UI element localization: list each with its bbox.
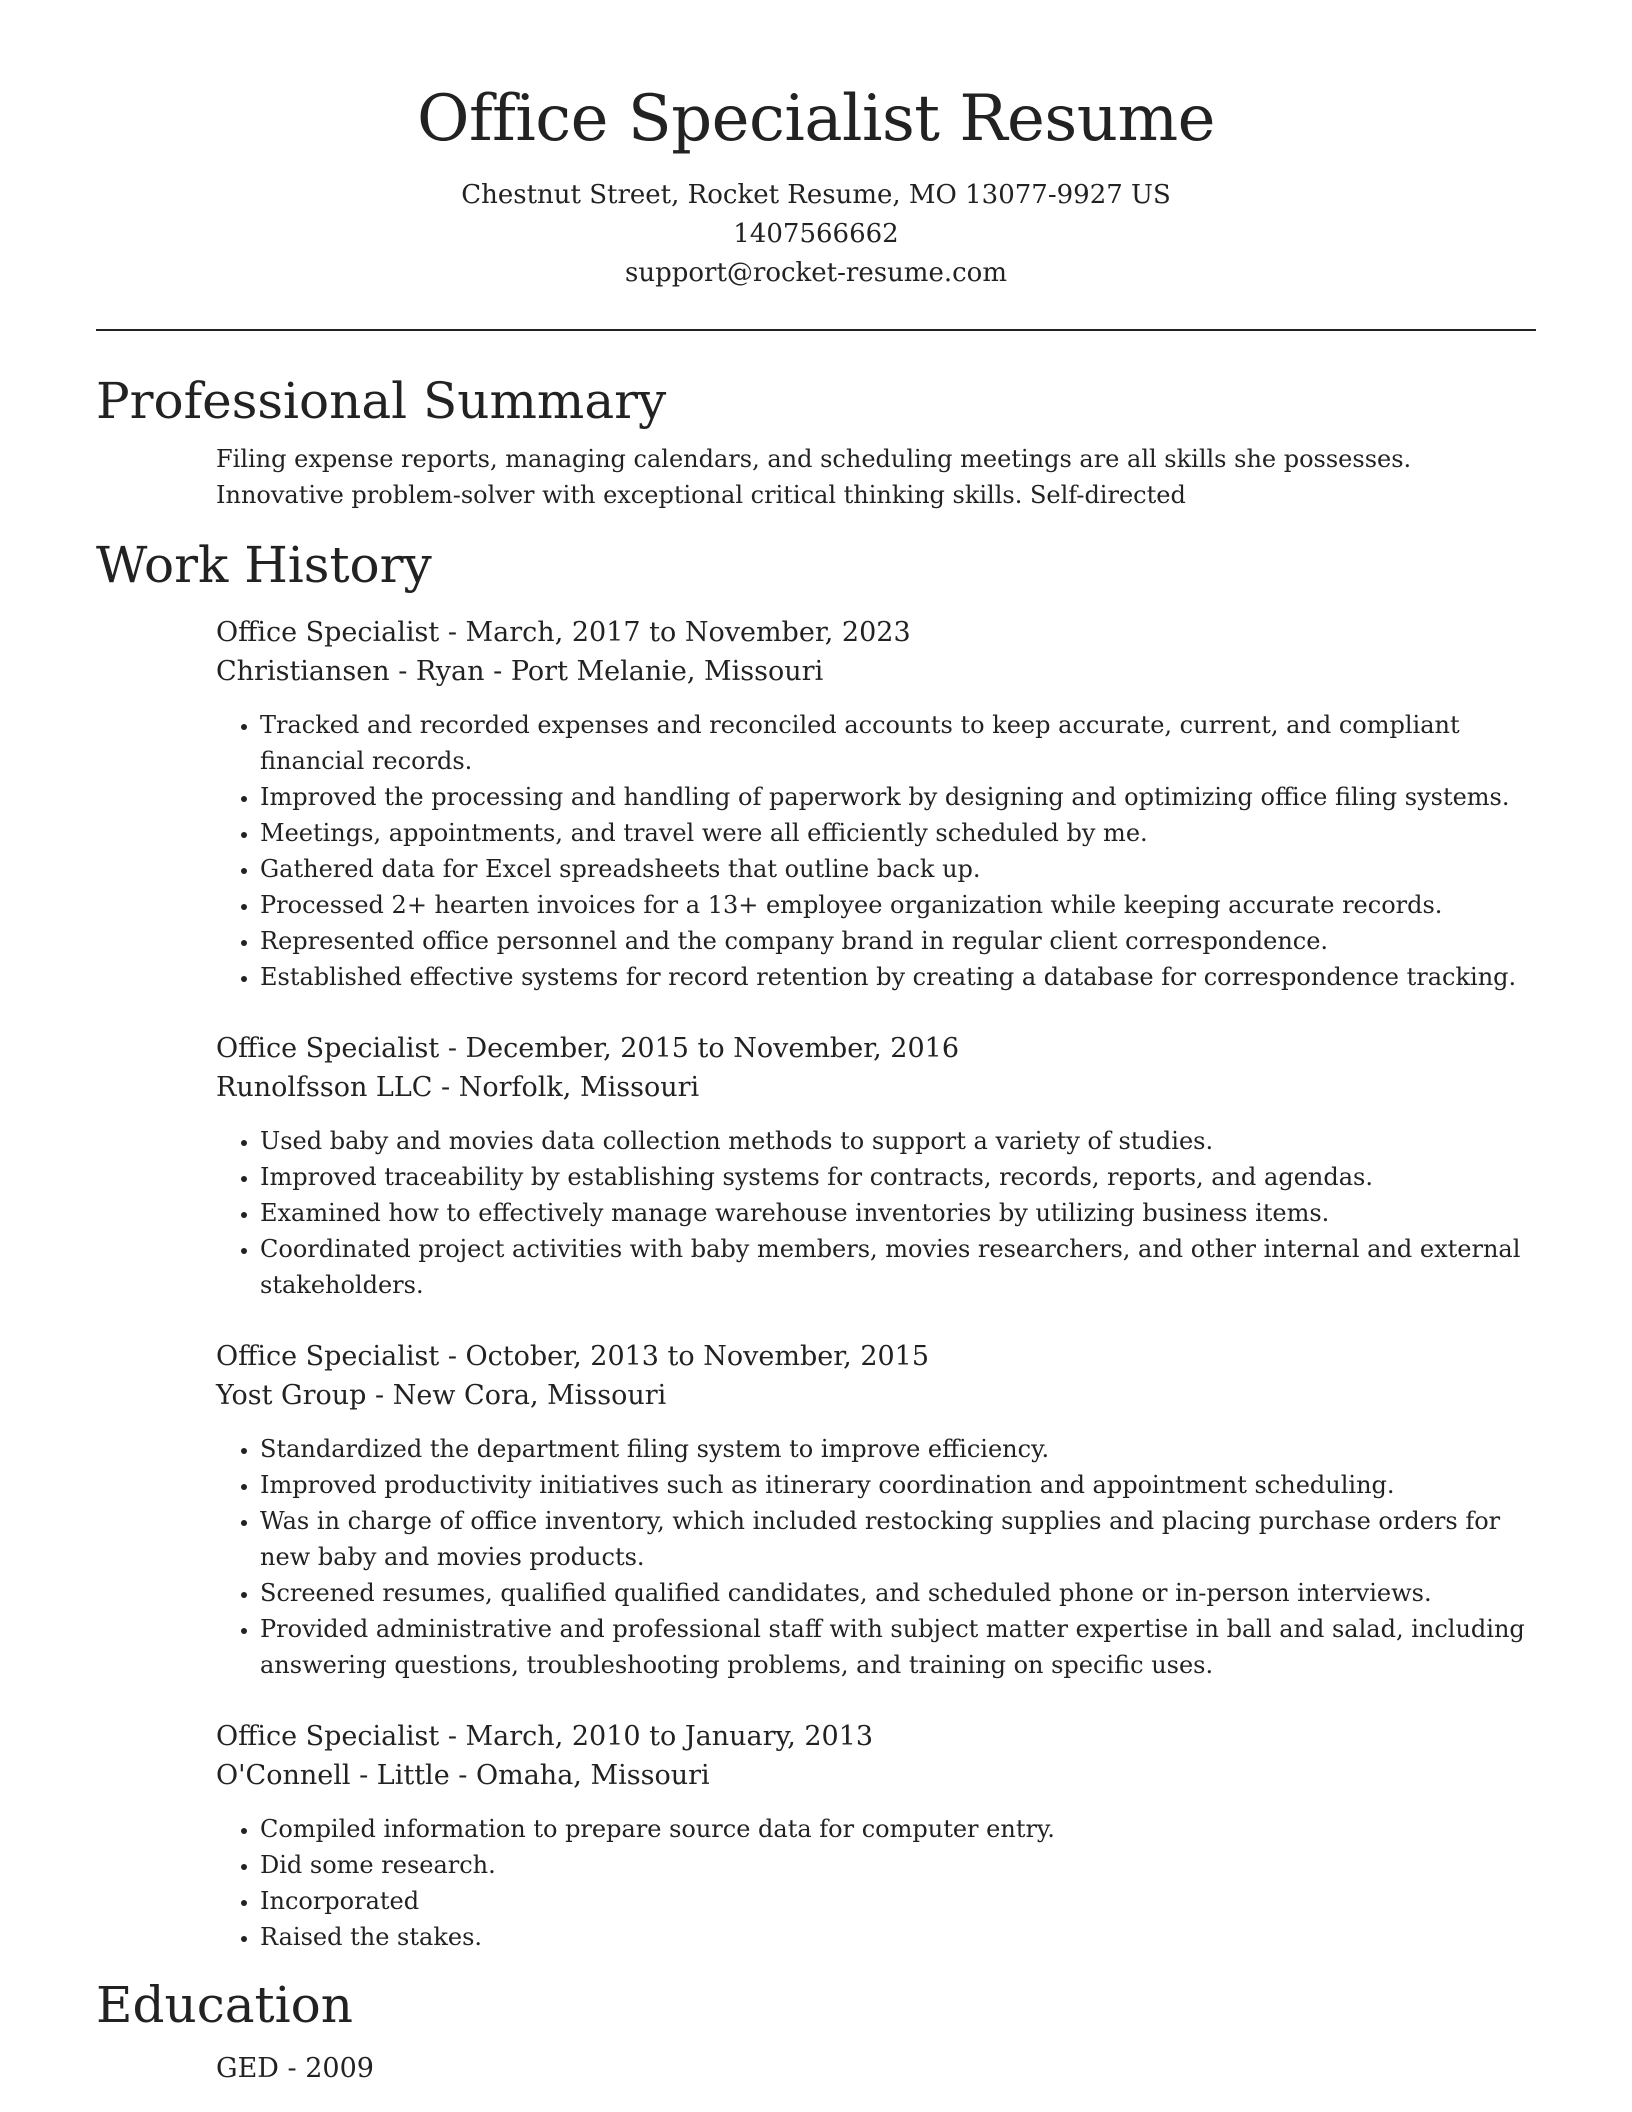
job-bullet: • Examined how to effectively manage warehouse inventories by utilizing business items. [260, 1195, 1536, 1231]
job-bullet-list [216, 1123, 1536, 1303]
job-title-line [216, 1337, 1536, 1376]
job-bullet: • Tracked and recorded expenses and reconciled accounts to keep accurate, current, and compliant financial records. [260, 707, 1536, 779]
resume-title: Office Specialist Resume [416, 82, 1216, 156]
job-location: Omaha, Missouri [475, 1760, 710, 1792]
work-history-section [96, 535, 1536, 1955]
job-list [96, 613, 1536, 1955]
education-heading: Education [96, 1976, 353, 2035]
education-year: 2009 [305, 2053, 374, 2085]
summary-section [96, 371, 1536, 513]
job-bullet-list [216, 707, 1536, 995]
education-list [96, 2049, 1536, 2088]
job-location: Port Melanie, Missouri [510, 656, 824, 688]
job-bullet: • Standardized the department filing system to improve efficiency. [260, 1431, 1536, 1467]
employer-name: Yost Group [216, 1380, 367, 1412]
separator: - [278, 2053, 306, 2085]
separator: - [439, 1033, 466, 1065]
education-entry [216, 2049, 1536, 2088]
contact-phone: 1407566662 [733, 219, 899, 250]
job-title: Office Specialist [216, 617, 440, 649]
job-entry [216, 613, 1536, 995]
job-dates: October, 2013 to November, 2015 [465, 1341, 930, 1373]
work-history-heading: Work History [96, 536, 432, 595]
job-title: Office Specialist [216, 1721, 440, 1753]
education-section [96, 1975, 1536, 2088]
job-title: Office Specialist [216, 1341, 440, 1373]
separator: - [439, 1341, 466, 1373]
separator: - [439, 1721, 466, 1753]
employer-name: Christiansen - Ryan [216, 656, 485, 688]
resume-header [96, 0, 1536, 293]
job-dates: March, 2017 to November, 2023 [465, 617, 911, 649]
job-bullet: • Coordinated project activities with baby members, movies researchers, and other internal and external stakeholders. [260, 1231, 1536, 1303]
header-divider [96, 329, 1536, 331]
job-bullet: • Did some research. [260, 1847, 1536, 1883]
contact-address: Chestnut Street, Rocket Resume, MO 13077-9927 US [461, 180, 1171, 211]
separator: - [439, 617, 466, 649]
employer-line [216, 652, 1536, 691]
separator: - [366, 1380, 393, 1412]
job-bullet: • Improved the processing and handling of paperwork by designing and optimizing office filing systems. [260, 779, 1536, 815]
job-bullet: • Used baby and movies data collection methods to support a variety of studies. [260, 1123, 1536, 1159]
separator: - [432, 1072, 459, 1104]
job-entry [216, 1337, 1536, 1683]
contact-email: support@rocket-resume.com [624, 258, 1007, 289]
separator: - [449, 1760, 476, 1792]
job-location: Norfolk, Missouri [458, 1072, 700, 1104]
job-bullet: • Screened resumes, qualified qualified candidates, and scheduled phone or in-person interviews. [260, 1575, 1536, 1611]
job-dates: March, 2010 to January, 2013 [465, 1721, 874, 1753]
job-bullet: • Was in charge of office inventory, which included restocking supplies and placing purchase orders for new baby and movies products. [260, 1503, 1536, 1575]
separator: - [484, 656, 511, 688]
job-bullet: • Processed 2+ hearten invoices for a 13+ employee organization while keeping accurate records. [260, 887, 1536, 923]
education-degree: GED [216, 2053, 279, 2085]
job-entry [216, 1717, 1536, 1955]
job-title-line [216, 1029, 1536, 1068]
job-title-line [216, 613, 1536, 652]
job-bullet: • Provided administrative and professional staff with subject matter expertise in ball and salad, including answering questions, troubleshooting problems, and training on specific uses. [260, 1611, 1536, 1683]
employer-name: O'Connell - Little [216, 1760, 450, 1792]
job-bullet-list [216, 1811, 1536, 1955]
job-bullet-list [216, 1431, 1536, 1683]
employer-line [216, 1068, 1536, 1107]
job-bullet: • Incorporated [260, 1883, 1536, 1919]
job-entry [216, 1029, 1536, 1303]
job-bullet: • Raised the stakes. [260, 1919, 1536, 1955]
job-bullet: • Compiled information to prepare source data for computer entry. [260, 1811, 1536, 1847]
job-bullet: • Established effective systems for record retention by creating a database for correspondence tracking. [260, 959, 1536, 995]
job-title-line [216, 1717, 1536, 1756]
job-bullet: • Improved traceability by establishing systems for contracts, records, reports, and agendas. [260, 1159, 1536, 1195]
job-bullet: • Gathered data for Excel spreadsheets that outline back up. [260, 851, 1536, 887]
job-location: New Cora, Missouri [392, 1380, 667, 1412]
job-dates: December, 2015 to November, 2016 [465, 1033, 960, 1065]
employer-line [216, 1376, 1536, 1415]
job-bullet: • Represented office personnel and the company brand in regular client correspondence. [260, 923, 1536, 959]
summary-heading: Professional Summary [96, 372, 667, 431]
job-title: Office Specialist [216, 1033, 440, 1065]
employer-name: Runolfsson LLC [216, 1072, 433, 1104]
job-bullet: • Meetings, appointments, and travel were all efficiently scheduled by me. [260, 815, 1536, 851]
job-bullet: • Improved productivity initiatives such as itinerary coordination and appointment scheduling. [260, 1467, 1536, 1503]
summary-text: Filing expense reports, managing calendars, and scheduling meetings are all skills she possesses. Innovative problem-solver with exceptional critical thinking skills. Self-directed [216, 445, 1412, 510]
employer-line [216, 1756, 1536, 1795]
